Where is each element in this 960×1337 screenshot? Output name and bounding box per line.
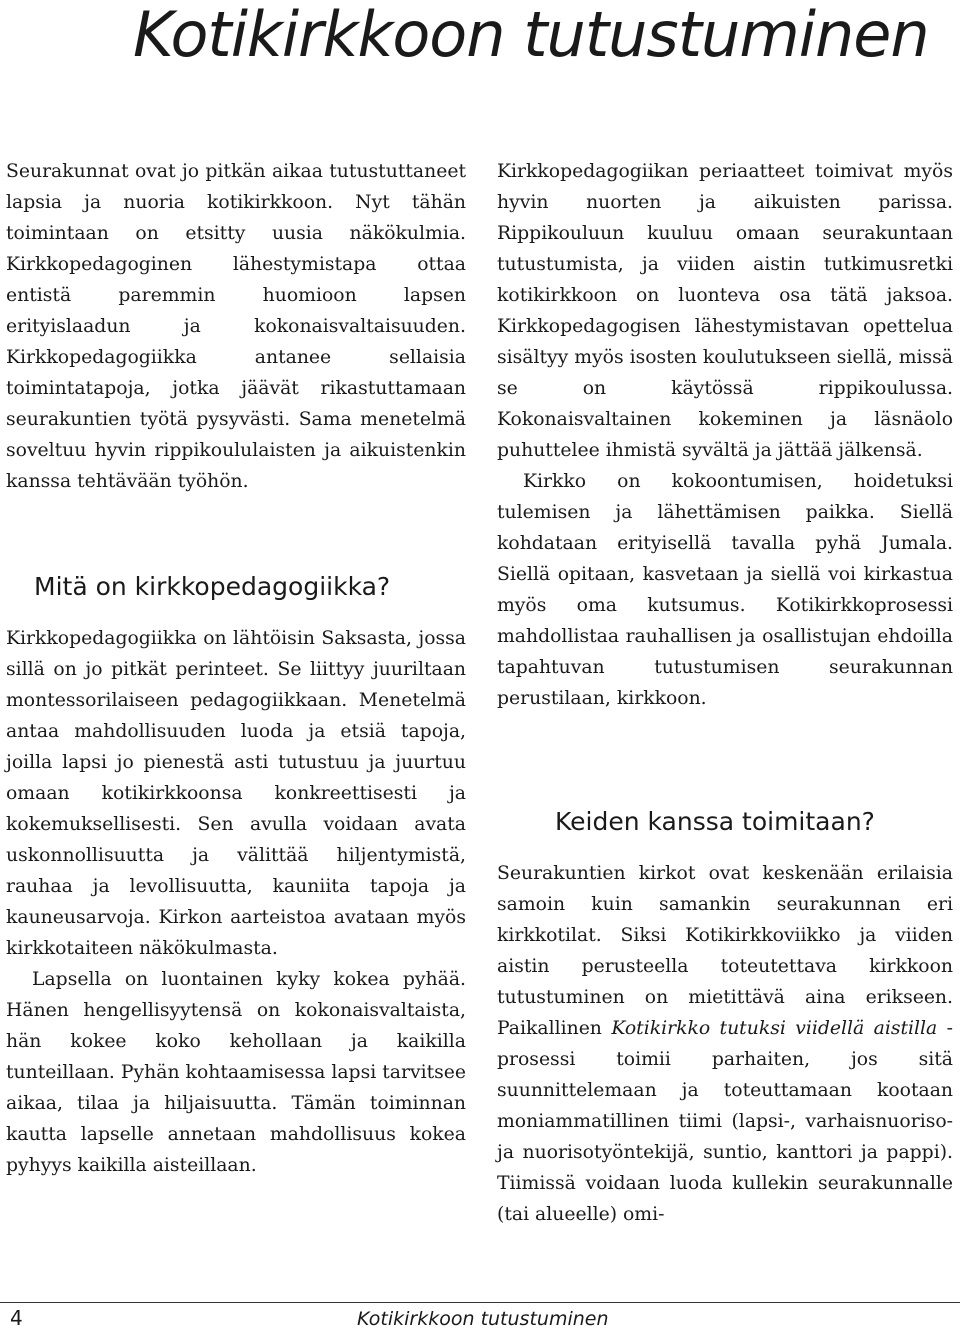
text-run: Seurakuntien kirkot ovat keskenään erilaisia samoin kuin samankin seurakunnan eri kirkkotilat. Siksi Kotikirkkoviikko ja viiden aistin perusteella toteutettava kirkkoon tutustuminen on mietittävä aina erikseen. Paikallinen bbox=[497, 863, 953, 1039]
left-column bbox=[6, 156, 466, 1181]
body-paragraph: Kirkkopedagogiikan periaatteet toimivat myös hyvin nuorten ja aikuisten parissa. Rippikouluun kuuluu omaan seurakuntaan tutustumista, ja viiden aistin tutkimusretki kotikirkkoon on luonteva osa tätä jaksoa. Kirkkopedagogisen lähestymistavan opettelua sisältyy myös isosten koulutukseen siellä, missä se on käytössä rippikoulussa. Kokonaisvaltainen kokeminen ja läsnäolo puhuttelee ihmistä syvältä ja jättää jälkensä. bbox=[497, 161, 953, 461]
intro-paragraph: Seurakunnat ovat jo pitkän aikaa tutustuttaneet lapsia ja nuoria kotikirkkoon. Nyt tähän toimintaan on etsitty uusia näkökulmia. Kirkkopedagoginen lähestymistapa ottaa entistä paremmin huomioon lapsen erityislaadun ja kokonaisvaltaisuuden. Kirkkopedagogiikka antanee sellaisia toimintatapoja, jotka jäävät rikastuttamaan seurakuntien työtä pysyvästi. Sama menetelmä soveltuu hyvin rippikoululaisten ja aikuistenkin kanssa tehtävään työhön. bbox=[6, 161, 466, 492]
page-number: 4 bbox=[10, 1306, 23, 1330]
section-heading-keiden-kanssa: Keiden kanssa toimitaan? bbox=[555, 807, 875, 836]
text-run: -prosessi toimii parhaiten, jos sitä suunnittelemaan ja toteuttamaan kootaan moniammatillinen tiimi (lapsi-, varhaisnuoriso- ja nuorisotyöntekijä, suntio, kanttori ja pappi). Tiimissä voidaan luoda kullekin seurakunnalle (tai alueelle) omi- bbox=[497, 1018, 954, 1225]
body-paragraph bbox=[497, 858, 953, 1230]
page-title: Kotikirkkoon tutustuminen bbox=[133, 0, 929, 71]
running-footer-title: Kotikirkkoon tutustuminen bbox=[357, 1308, 609, 1330]
right-column bbox=[497, 156, 953, 1230]
section-heading-kirkkopedagogiikka: Mitä on kirkkopedagogiikka? bbox=[34, 572, 391, 601]
body-paragraph: Kirkkopedagogiikka on lähtöisin Saksasta, jossa sillä on jo pitkät perinteet. Se liittyy juuriltaan montessorilaiseen pedagogiikkaan. Menetelmä antaa mahdollisuuden luoda ja etsiä tapoja, joilla lapsi jo pienestä asti tutustuu ja juurtuu omaan kotikirkkoonsa konkreettisesti ja kokemuksellisesti. Sen avulla voidaan avata uskonnollisuutta ja välittää hiljentymistä, rauhaa ja levollisuutta, kauniita tapoja ja kauneusarvoja. Kirkon aarteistoa avataan myös kirkkotaiteen näkökulmasta. bbox=[6, 628, 466, 959]
program-title: Kotikirkko tutuksi viidellä aistilla bbox=[611, 1018, 938, 1039]
body-paragraph: Lapsella on luontainen kyky kokea pyhää. Hänen hengellisyytensä on kokonaisvaltaista, hän kokee koko kehollaan ja kaikilla tunteillaan. Pyhän kohtaamisessa lapsi tarvitsee aikaa, tilaa ja hiljaisuutta. Tämän toiminnan kautta lapselle annetaan mahdollisuus kokea pyhyys kaikilla aisteillaan. bbox=[6, 969, 466, 1176]
body-paragraph: Kirkko on kokoontumisen, hoidetuksi tulemisen ja lähettämisen paikka. Siellä kohdataan erityisellä tavalla pyhä Jumala. Siellä opitaan, kasvetaan ja siellä voi kirkastua myös oma kutsumus. Kotikirkkoprosessi mahdollistaa rauhallisen ja osallistujan ehdoilla tapahtuvan tutustumisen seurakunnan perustilaan, kirkkoon. bbox=[497, 471, 953, 709]
footer-divider bbox=[0, 1302, 960, 1303]
